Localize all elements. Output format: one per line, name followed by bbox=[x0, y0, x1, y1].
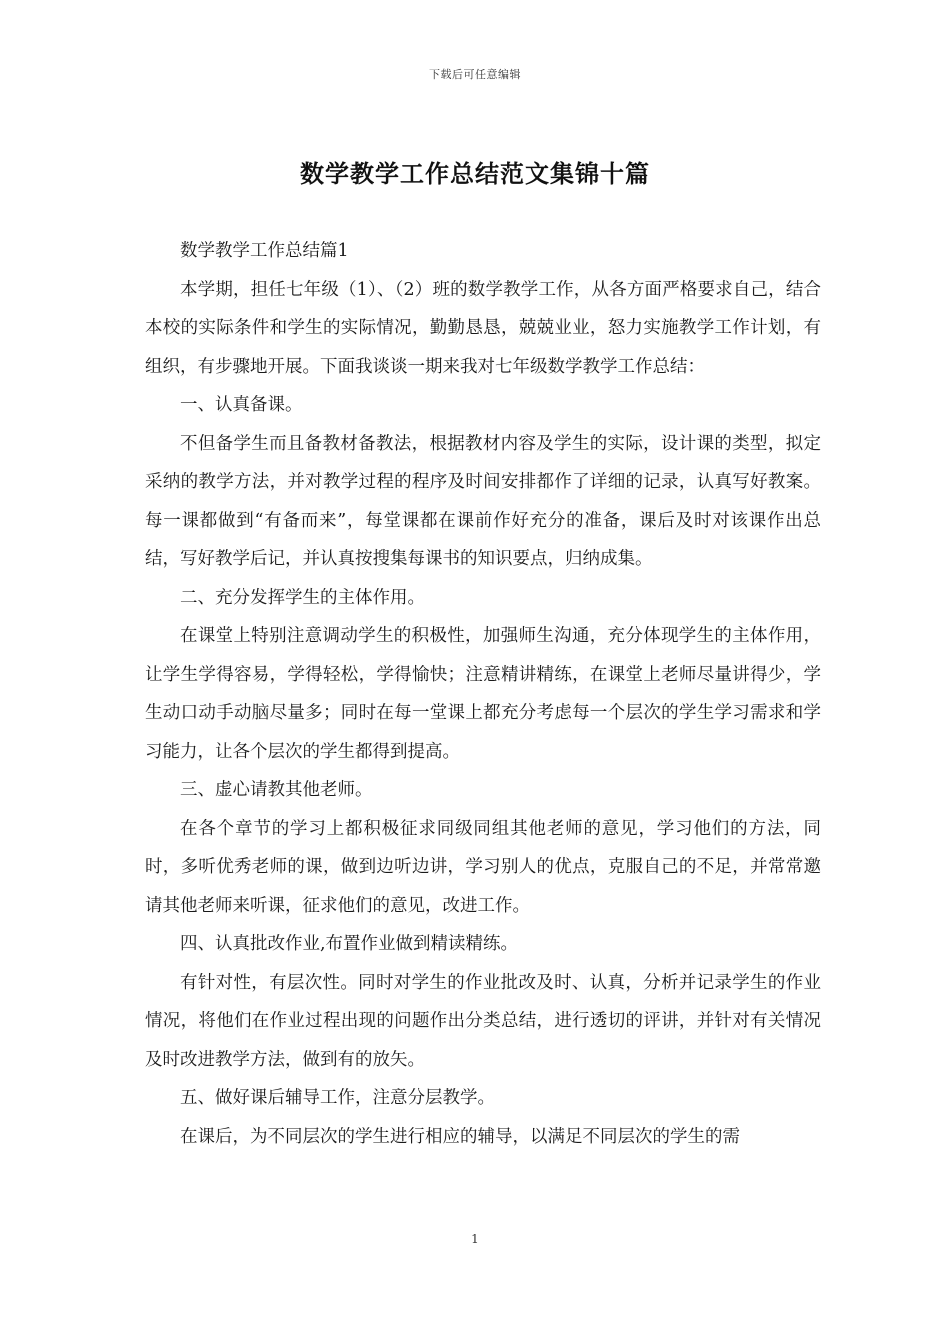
section-heading: 三、虚心请教其他老师。 bbox=[180, 780, 373, 800]
page-title: 数学教学工作总结范文集锦十篇 bbox=[300, 159, 650, 188]
section-heading: 一、认真备课。 bbox=[180, 395, 303, 415]
document-body bbox=[145, 232, 821, 1156]
header-note: 下载后可任意编辑 bbox=[429, 68, 521, 81]
paragraph: 在课后，为不同层次的学生进行相应的辅导，以满足不同层次的学生的需 bbox=[180, 1126, 740, 1147]
paragraph: 不但备学生而且备教材备教法，根据教材内容及学生的实际，设计课的类型，拟定采纳的教学方法，并对教学过程的程序及时间安排都作了详细的记录，认真写好教案。每一课都做到“有备而来”，每堂课都在课前作好充分的准备，课后及时对该课作出总结，写好教学后记，并认真按搜集每课书的知识要点，归纳成集。 bbox=[145, 433, 821, 569]
paragraph: 本学期，担任七年级（1）、（2）班的数学教学工作，从各方面严格要求自己，结合本校的实际条件和学生的实际情况，勤勤恳恳，兢兢业业，怒力实施教学工作计划，有组织，有步骤地开展。下面我谈谈一期来我对七年级数学教学工作总结： bbox=[145, 279, 821, 377]
section-heading: 二、充分发挥学生的主体作用。 bbox=[180, 587, 425, 608]
paragraph: 在各个章节的学习上都积极征求同级同组其他老师的意见，学习他们的方法，同时，多听优秀老师的课，做到边听边讲，学习别人的优点，克服自己的不足，并常常邀请其他老师来听课，征求他们的意见，改进工作。 bbox=[145, 818, 821, 916]
page-number: 1 bbox=[471, 1232, 479, 1246]
paragraph: 在课堂上特别注意调动学生的积极性，加强师生沟通，充分体现学生的主体作用，让学生学得容易，学得轻松，学得愉快；注意精讲精练，在课堂上老师尽量讲得少，学生动口动手动脑尽量多；同时在每一堂课上都充分考虑每一个层次的学生学习需求和学习能力，让各个层次的学生都得到提高。 bbox=[145, 626, 821, 762]
section-heading: 数学教学工作总结篇1 bbox=[180, 241, 349, 261]
section-heading: 五、做好课后辅导工作，注意分层教学。 bbox=[180, 1088, 495, 1108]
section-heading: 四、认真批改作业,布置作业做到精读精练。 bbox=[180, 934, 519, 954]
paragraph: 有针对性，有层次性。同时对学生的作业批改及时、认真，分析并记录学生的作业情况，将他们在作业过程出现的问题作出分类总结，进行透切的评讲，并针对有关情况及时改进教学方法，做到有的放矢。 bbox=[145, 972, 821, 1070]
